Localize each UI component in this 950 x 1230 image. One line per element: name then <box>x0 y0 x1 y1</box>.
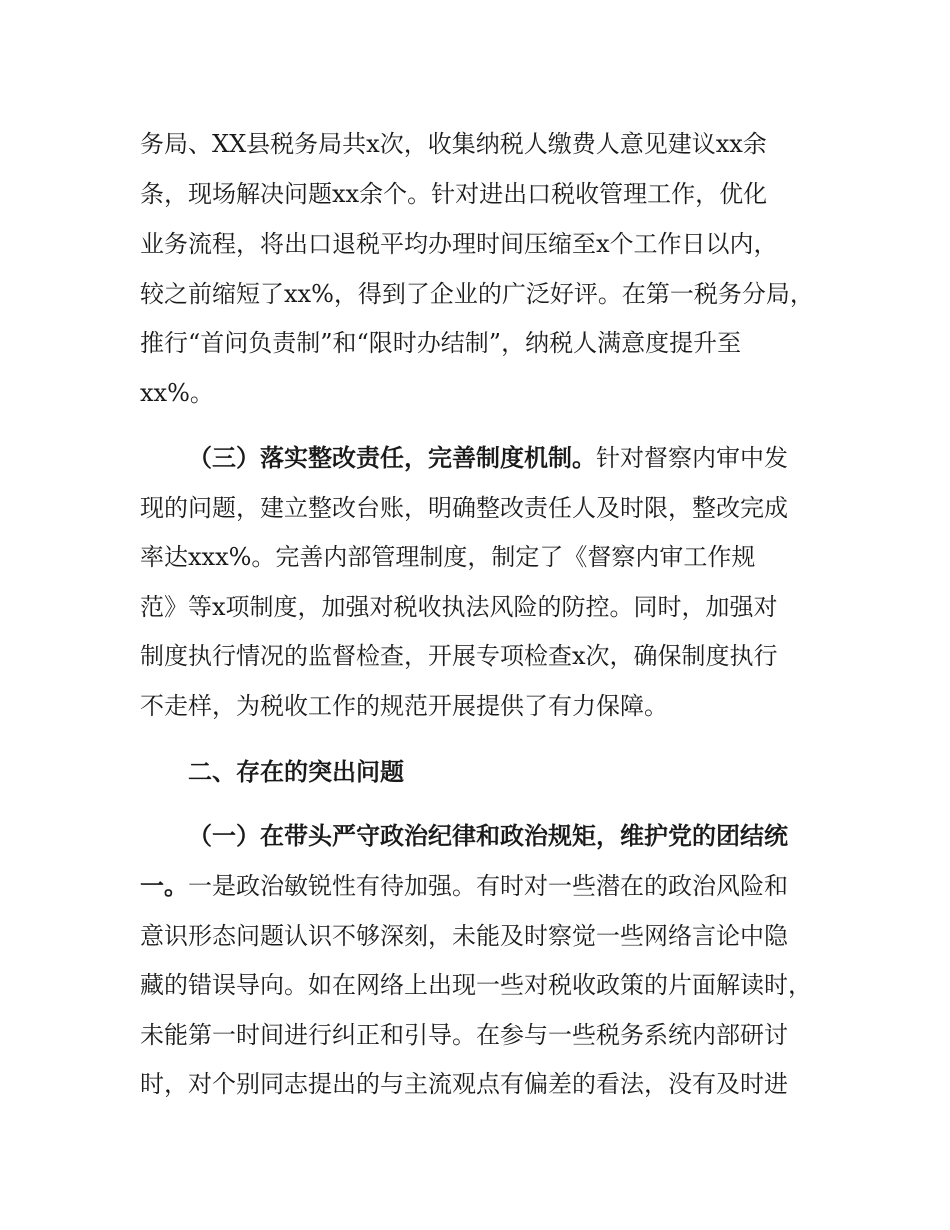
subsection-heading: （一）在带头严守政治纪律和政治规矩，维护党的团结统 <box>188 822 788 850</box>
paragraph-line <box>188 441 788 475</box>
paragraph-line: 现的问题，建立整改台账，明确整改责任人及时限，整改完成 <box>140 494 788 522</box>
paragraph-line: 制度执行情况的监督检查，开展专项检查x次，确保制度执行 <box>140 642 778 670</box>
paragraph-line: 未能第一时间进行纠正和引导。在参与一些税务系统内部研讨 <box>140 1021 788 1049</box>
paragraph-line <box>140 869 788 903</box>
section-title: 二、存在的突出问题 <box>188 758 404 786</box>
paragraph-text: 针对督察内审中发 <box>596 444 788 472</box>
subsection-heading: 一。 <box>140 872 188 900</box>
paragraph-text: 一是政治敏锐性有待加强。有时对一些潜在的政治风险和 <box>188 872 788 900</box>
paragraph-line: 不走样，为税收工作的规范开展提供了有力保障。 <box>140 692 668 720</box>
paragraph-line: xx%。 <box>140 379 214 407</box>
paragraph-line: 时，对个别同志提出的与主流观点有偏差的看法，没有及时进 <box>140 1070 788 1098</box>
paragraph-line: 率达xxx%。完善内部管理制度，制定了《督察内审工作规 <box>140 543 756 571</box>
paragraph-line: 务局、XX县税务局共x次，收集纳税人缴费人意见建议xx余 <box>140 130 767 158</box>
paragraph-line: 较之前缩短了xx%，得到了企业的广泛好评。在第一税务分局， <box>140 280 814 308</box>
paragraph-line: 推行“首问负责制”和“限时办结制”，纳税人满意度提升至 <box>140 329 742 357</box>
subsection-heading: （三）落实整改责任，完善制度机制。 <box>188 444 596 472</box>
paragraph-line: 条，现场解决问题xx余个。针对进出口税收管理工作，优化 <box>140 180 768 208</box>
paragraph-line: 业务流程，将出口退税平均办理时间压缩至x个工作日以内， <box>140 230 778 258</box>
paragraph-line: 意识形态问题认识不够深刻，未能及时察觉一些网络言论中隐 <box>140 922 788 950</box>
paragraph-line: 藏的错误导向。如在网络上出现一些对税收政策的片面解读时， <box>140 971 812 999</box>
paragraph-line: 范》等x项制度，加强对税收执法风险的防控。同时，加强对 <box>140 593 778 621</box>
